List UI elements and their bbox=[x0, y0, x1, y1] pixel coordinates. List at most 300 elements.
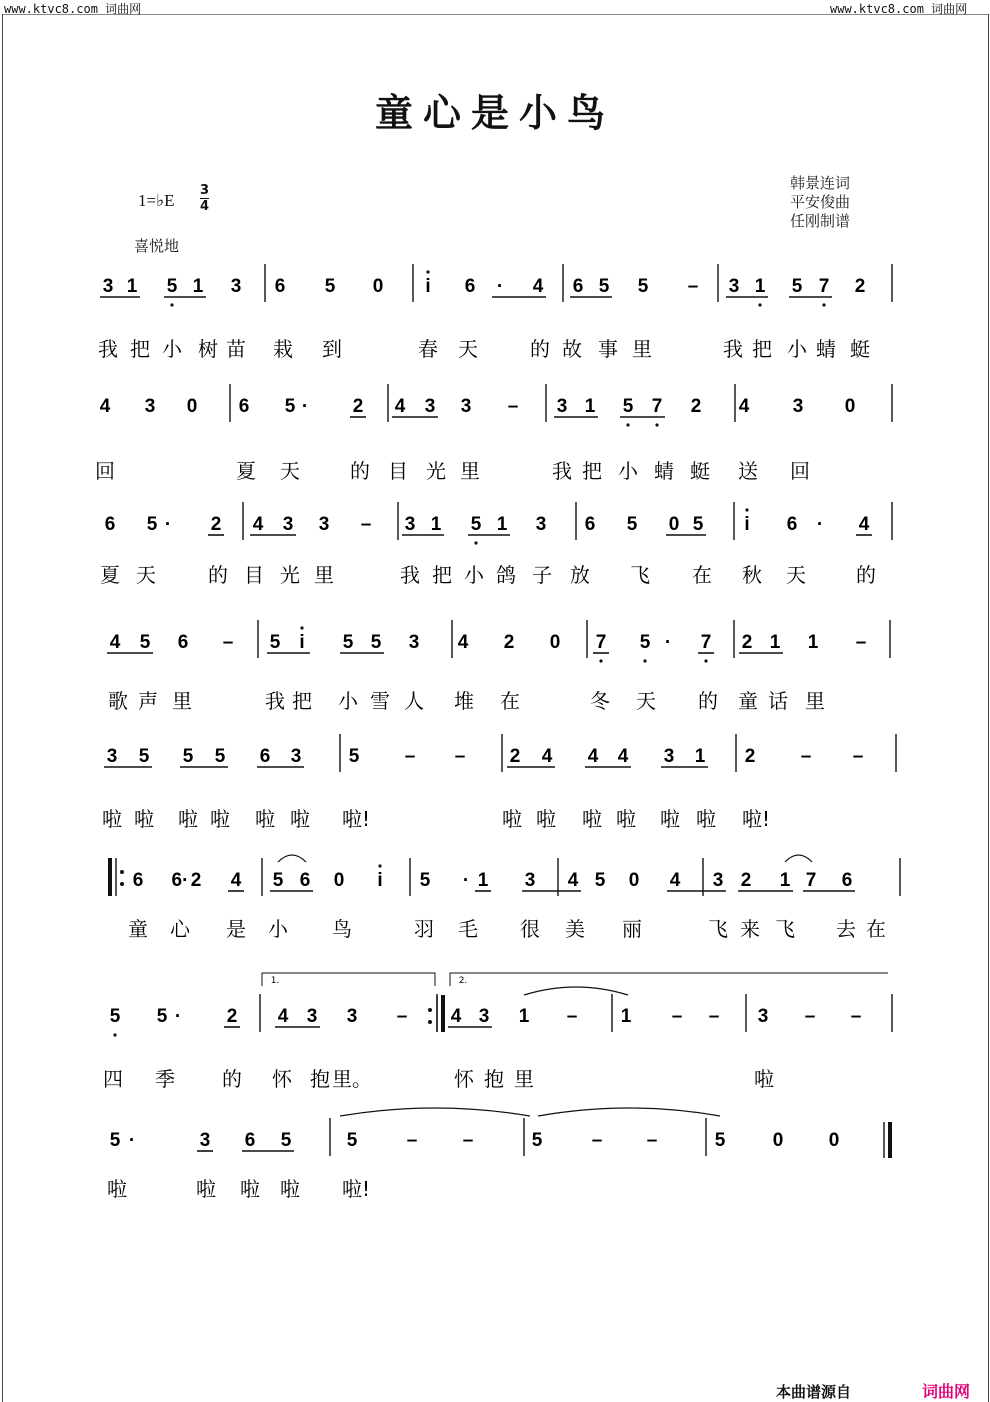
lyric-char: 小 bbox=[464, 563, 484, 587]
note: 4 bbox=[738, 396, 750, 417]
note: – bbox=[855, 632, 867, 653]
note: 7 bbox=[595, 632, 607, 653]
note: 3 bbox=[556, 396, 568, 417]
lyric-char: 啦! bbox=[341, 1177, 371, 1201]
note: 3 bbox=[404, 514, 416, 535]
lyric-char: 回 bbox=[95, 459, 115, 483]
lyric-char: 很 bbox=[520, 917, 540, 941]
note: 2 bbox=[226, 1006, 238, 1027]
note: 3 bbox=[199, 1130, 211, 1151]
note: 0 bbox=[372, 276, 384, 297]
tempo-marking: 喜悦地 bbox=[134, 237, 180, 255]
note: 1 bbox=[769, 632, 781, 653]
lyric-char: 啦 bbox=[290, 807, 310, 831]
note: 0 bbox=[844, 396, 856, 417]
note: 5 bbox=[146, 514, 158, 535]
lyric-char: 夏 bbox=[236, 459, 256, 483]
lyric-char: 目 bbox=[388, 459, 408, 483]
note: 3 bbox=[290, 746, 302, 767]
lyric-char: 啦 bbox=[196, 1177, 216, 1201]
note: 5 bbox=[284, 396, 296, 417]
note: 5 bbox=[626, 514, 638, 535]
lyric-char: 我 bbox=[723, 337, 743, 361]
note: 2 bbox=[503, 632, 515, 653]
lyric-char: 歌 bbox=[108, 689, 128, 713]
note: 5 bbox=[138, 746, 150, 767]
lyric-char: 天 bbox=[636, 689, 656, 713]
note: 1 bbox=[807, 632, 819, 653]
lyric-char: 把 bbox=[292, 689, 312, 713]
note: 7 bbox=[805, 870, 817, 891]
lyric-char: 蜓 bbox=[690, 459, 710, 483]
note: · bbox=[301, 396, 309, 417]
lyric-char: 鸽 bbox=[496, 563, 516, 587]
repeat-dot bbox=[428, 1020, 432, 1024]
note: 6 bbox=[572, 276, 584, 297]
lyric-char: 到 bbox=[322, 337, 342, 361]
note: · bbox=[816, 514, 824, 535]
song-title: 童心是小鸟 bbox=[374, 90, 615, 135]
note: 3 bbox=[524, 870, 536, 891]
note: 5 bbox=[622, 396, 634, 417]
lyric-char: 蜓 bbox=[850, 337, 870, 361]
note: 3 bbox=[460, 396, 472, 417]
slur bbox=[785, 855, 812, 862]
note: 2 bbox=[210, 514, 222, 535]
note: 5 bbox=[598, 276, 610, 297]
lyric-char: 把 bbox=[752, 337, 772, 361]
lyric-char: 啦 bbox=[754, 1067, 774, 1091]
note: – bbox=[454, 746, 466, 767]
lyric-char: 啦 bbox=[582, 807, 602, 831]
octave-dot-above bbox=[426, 270, 429, 273]
lyric-char: 我 bbox=[552, 459, 572, 483]
note: 1 bbox=[779, 870, 791, 891]
lyric-char: 把 bbox=[582, 459, 602, 483]
note: 2 bbox=[509, 746, 521, 767]
note: 5 bbox=[692, 514, 704, 535]
note: 2 bbox=[690, 396, 702, 417]
slur bbox=[278, 855, 306, 862]
lyric-char: 啦 bbox=[502, 807, 522, 831]
note: – bbox=[396, 1006, 408, 1027]
lyric-char: 把 bbox=[130, 337, 150, 361]
note: 1 bbox=[754, 276, 766, 297]
lyric-char: 小 bbox=[787, 337, 807, 361]
note: 3 bbox=[663, 746, 675, 767]
note: 6 bbox=[786, 514, 798, 535]
note: – bbox=[462, 1130, 474, 1151]
footer-source: 本曲谱源自 bbox=[776, 1383, 852, 1401]
note: 6 bbox=[299, 870, 311, 891]
note: – bbox=[591, 1130, 603, 1151]
note: 4 bbox=[450, 1006, 462, 1027]
lyric-char: 天 bbox=[458, 337, 478, 361]
lyric-char: 毛 bbox=[458, 917, 478, 941]
note: – bbox=[708, 1006, 720, 1027]
note: 0 bbox=[668, 514, 680, 535]
note: 4 bbox=[858, 514, 870, 535]
note: 1 bbox=[584, 396, 596, 417]
note: 4 bbox=[109, 632, 121, 653]
lyric-char: 里 bbox=[514, 1067, 534, 1091]
note: 5 bbox=[714, 1130, 726, 1151]
volta-label-1: 1. bbox=[270, 976, 280, 986]
note: 3 bbox=[424, 396, 436, 417]
note: – bbox=[687, 276, 699, 297]
note: 1 bbox=[518, 1006, 530, 1027]
lyric-char: 啦 bbox=[178, 807, 198, 831]
note: 2 bbox=[190, 870, 202, 891]
lyric-char: 来 bbox=[740, 917, 760, 941]
note: 5 bbox=[370, 632, 382, 653]
note: 5 bbox=[269, 632, 281, 653]
lyric-char: 童 bbox=[738, 689, 758, 713]
note: 1 bbox=[620, 1006, 632, 1027]
lyric-char: 小 bbox=[618, 459, 638, 483]
repeat-dot bbox=[120, 870, 124, 874]
lyric-char: 小 bbox=[268, 917, 288, 941]
note: – bbox=[222, 632, 234, 653]
lyric-char: 啦 bbox=[536, 807, 556, 831]
lyric-char: 送 bbox=[738, 459, 758, 483]
note: · bbox=[496, 276, 504, 297]
lyric-char: 的 bbox=[530, 337, 550, 361]
note: 4 bbox=[541, 746, 553, 767]
lyric-char: 的 bbox=[350, 459, 370, 483]
tie bbox=[524, 987, 628, 995]
lyric-char: 里。 bbox=[332, 1067, 372, 1091]
lyric-char: 目 bbox=[244, 563, 264, 587]
lyric-char: 的 bbox=[698, 689, 718, 713]
lyric-char: 鸟 bbox=[332, 917, 352, 941]
note: 4 bbox=[457, 632, 469, 653]
note: 5 bbox=[470, 514, 482, 535]
octave-dot-above bbox=[378, 864, 381, 867]
note: 3 bbox=[408, 632, 420, 653]
lyric-char: 飞 bbox=[775, 917, 795, 941]
lyric-char: 飞 bbox=[630, 563, 650, 587]
lyric-char: 啦 bbox=[240, 1177, 260, 1201]
lyric-char: 回 bbox=[790, 459, 810, 483]
lyric-char: 抱 bbox=[484, 1067, 504, 1091]
lyric-char: 蜻 bbox=[654, 459, 674, 483]
note: 4 bbox=[669, 870, 681, 891]
note: 5 bbox=[531, 1130, 543, 1151]
lyric-char: 啦 bbox=[255, 807, 275, 831]
header-left: www.ktvc8.com 词曲网 bbox=[4, 2, 142, 16]
lyric-char: 堆 bbox=[454, 689, 474, 713]
key-signature: 1=♭E bbox=[138, 191, 175, 210]
note: 6 bbox=[274, 276, 286, 297]
transcriber: 任刚制谱 bbox=[790, 212, 851, 230]
octave-dot-below bbox=[758, 303, 761, 306]
lyricist: 韩景连词 bbox=[790, 174, 851, 192]
note: 0 bbox=[549, 632, 561, 653]
lyric-char: 天 bbox=[786, 563, 806, 587]
note: – bbox=[804, 1006, 816, 1027]
note: 6 bbox=[259, 746, 271, 767]
note: 5 bbox=[419, 870, 431, 891]
note: 1 bbox=[496, 514, 508, 535]
lyric-char: 啦 bbox=[210, 807, 230, 831]
note: – bbox=[800, 746, 812, 767]
lyric-char: 小 bbox=[162, 337, 182, 361]
footer-logo: 词曲网 bbox=[922, 1382, 971, 1401]
lyric-char: 小 bbox=[338, 689, 358, 713]
note: 5 bbox=[348, 746, 360, 767]
note: 3 bbox=[478, 1006, 490, 1027]
lyric-char: 心 bbox=[170, 917, 190, 941]
note: 5 bbox=[791, 276, 803, 297]
lyric-char: 去 bbox=[836, 917, 856, 941]
note: · bbox=[462, 870, 470, 891]
volta-label-2: 2. bbox=[458, 976, 468, 986]
lyric-char: 的 bbox=[208, 563, 228, 587]
note: 3 bbox=[712, 870, 724, 891]
note: 1 bbox=[430, 514, 442, 535]
lyric-char: 啦! bbox=[341, 807, 371, 831]
note: 6 bbox=[584, 514, 596, 535]
note: 6· bbox=[171, 870, 189, 891]
octave-dot-below bbox=[626, 423, 629, 426]
lyric-char: 啦 bbox=[616, 807, 636, 831]
note: 1 bbox=[192, 276, 204, 297]
note: 3 bbox=[318, 514, 330, 535]
note: 0 bbox=[333, 870, 345, 891]
lyric-char: 啦 bbox=[134, 807, 154, 831]
note: 6 bbox=[244, 1130, 256, 1151]
lyric-char: 天 bbox=[280, 459, 300, 483]
octave-dot-below bbox=[474, 541, 477, 544]
note: 5 bbox=[109, 1006, 121, 1027]
lyric-char: 把 bbox=[432, 563, 452, 587]
lyric-char: 春 bbox=[418, 337, 438, 361]
composer: 平安俊曲 bbox=[790, 193, 851, 211]
lyric-char: 雪 bbox=[370, 689, 390, 713]
note: 5 bbox=[342, 632, 354, 653]
note: 6 bbox=[238, 396, 250, 417]
note: i bbox=[744, 514, 750, 535]
lyric-char: 天 bbox=[136, 563, 156, 587]
note: · bbox=[664, 632, 672, 653]
meter-top: 3 bbox=[200, 183, 210, 198]
note: – bbox=[671, 1006, 683, 1027]
note: 7 bbox=[700, 632, 712, 653]
note: 1 bbox=[477, 870, 489, 891]
note: 4 bbox=[230, 870, 242, 891]
note: 6 bbox=[841, 870, 853, 891]
lyric-char: 我 bbox=[98, 337, 118, 361]
lyric-char: 冬 bbox=[590, 689, 610, 713]
lyric-char: 在 bbox=[500, 689, 520, 713]
header-right: www.ktvc8.com 词曲网 bbox=[830, 2, 968, 16]
lyric-char: 丽 bbox=[622, 917, 642, 941]
lyric-char: 怀 bbox=[454, 1067, 474, 1091]
note: – bbox=[852, 746, 864, 767]
repeat-dot bbox=[428, 1008, 432, 1012]
note: 5 bbox=[639, 632, 651, 653]
note: 2 bbox=[741, 632, 753, 653]
lyric-char: 在 bbox=[866, 917, 886, 941]
note: 7 bbox=[651, 396, 663, 417]
meter-bottom: 4 bbox=[200, 199, 210, 214]
lyric-char: 话 bbox=[768, 689, 788, 713]
octave-dot-below bbox=[113, 1033, 116, 1036]
note: 4 bbox=[567, 870, 579, 891]
lyric-char: 夏 bbox=[100, 563, 120, 587]
note: 6 bbox=[177, 632, 189, 653]
lyric-char: 放 bbox=[570, 563, 590, 587]
note: 4 bbox=[277, 1006, 289, 1027]
lyric-char: 子 bbox=[532, 563, 552, 587]
lyric-char: 蜻 bbox=[816, 337, 836, 361]
note: – bbox=[646, 1130, 658, 1151]
octave-dot-below bbox=[655, 423, 658, 426]
note: 3 bbox=[535, 514, 547, 535]
note: 1 bbox=[694, 746, 706, 767]
lyric-char: 啦 bbox=[696, 807, 716, 831]
lyric-char: 季 bbox=[155, 1067, 175, 1091]
octave-dot-below bbox=[704, 659, 707, 662]
lyric-char: 抱 bbox=[310, 1067, 330, 1091]
note: 5 bbox=[156, 1006, 168, 1027]
note: · bbox=[174, 1006, 182, 1027]
note: 3 bbox=[106, 746, 118, 767]
note: 4 bbox=[617, 746, 629, 767]
note: – bbox=[404, 746, 416, 767]
note: 3 bbox=[306, 1006, 318, 1027]
note: 2 bbox=[740, 870, 752, 891]
note: – bbox=[850, 1006, 862, 1027]
lyric-char: 苗 bbox=[226, 337, 246, 361]
note: 3 bbox=[728, 276, 740, 297]
note: 5 bbox=[637, 276, 649, 297]
lyric-char: 里 bbox=[632, 337, 652, 361]
lyric-char: 光 bbox=[426, 459, 446, 483]
note: 5 bbox=[166, 276, 178, 297]
note: 3 bbox=[230, 276, 242, 297]
lyric-char: 人 bbox=[404, 689, 424, 713]
note: 7 bbox=[818, 276, 830, 297]
lyric-char: 事 bbox=[598, 337, 618, 361]
note: 1 bbox=[126, 276, 138, 297]
tie bbox=[340, 1108, 530, 1116]
note: 3 bbox=[346, 1006, 358, 1027]
note: · bbox=[128, 1130, 136, 1151]
lyric-char: 光 bbox=[280, 563, 300, 587]
note: 2 bbox=[744, 746, 756, 767]
lyric-char: 啦 bbox=[280, 1177, 300, 1201]
note: – bbox=[507, 396, 519, 417]
octave-dot-below bbox=[822, 303, 825, 306]
lyric-char: 的 bbox=[856, 563, 876, 587]
note: 5 bbox=[324, 276, 336, 297]
lyric-char: 啦 bbox=[107, 1177, 127, 1201]
lyric-char: 里 bbox=[460, 459, 480, 483]
lyric-char: 栽 bbox=[273, 337, 293, 361]
note: 4 bbox=[394, 396, 406, 417]
repeat-dot bbox=[120, 882, 124, 886]
lyric-char: 是 bbox=[226, 917, 246, 941]
lyric-char: 树 bbox=[198, 337, 218, 361]
lyric-char: 秋 bbox=[742, 563, 762, 587]
note: 3 bbox=[282, 514, 294, 535]
octave-dot-below bbox=[643, 659, 646, 662]
note: 5 bbox=[594, 870, 606, 891]
lyric-char: 美 bbox=[565, 917, 585, 941]
lyric-char: 啦! bbox=[741, 807, 771, 831]
lyric-char: 在 bbox=[692, 563, 712, 587]
note: 5 bbox=[139, 632, 151, 653]
lyric-char: 里 bbox=[805, 689, 825, 713]
note: 5 bbox=[346, 1130, 358, 1151]
lyric-char: 四 bbox=[103, 1067, 123, 1091]
octave-dot-below bbox=[599, 659, 602, 662]
lyric-char: 飞 bbox=[708, 917, 728, 941]
lyric-char: 童 bbox=[128, 917, 148, 941]
lyric-char: 我 bbox=[265, 689, 285, 713]
note: 6 bbox=[464, 276, 476, 297]
note: i bbox=[377, 870, 383, 891]
note: 2 bbox=[352, 396, 364, 417]
note: 3 bbox=[144, 396, 156, 417]
note: – bbox=[566, 1006, 578, 1027]
octave-dot-above bbox=[300, 626, 303, 629]
note: 3 bbox=[102, 276, 114, 297]
tie bbox=[538, 1108, 720, 1116]
volta-bracket-2 bbox=[450, 973, 888, 986]
volta-bracket-1 bbox=[262, 973, 435, 986]
note: 5 bbox=[280, 1130, 292, 1151]
note: · bbox=[164, 514, 172, 535]
lyric-char: 啦 bbox=[660, 807, 680, 831]
note: 3 bbox=[792, 396, 804, 417]
note: 4 bbox=[532, 276, 544, 297]
lyric-char: 我 bbox=[400, 563, 420, 587]
note: – bbox=[360, 514, 372, 535]
note: 4 bbox=[587, 746, 599, 767]
octave-dot-above bbox=[745, 508, 748, 511]
lyric-char: 羽 bbox=[414, 917, 434, 941]
note: 6 bbox=[132, 870, 144, 891]
note: 3 bbox=[757, 1006, 769, 1027]
note: 5 bbox=[109, 1130, 121, 1151]
note: 0 bbox=[828, 1130, 840, 1151]
note: 5 bbox=[272, 870, 284, 891]
note: 5 bbox=[182, 746, 194, 767]
note: 6 bbox=[104, 514, 116, 535]
note: – bbox=[406, 1130, 418, 1151]
note: 4 bbox=[99, 396, 111, 417]
note: 5 bbox=[214, 746, 226, 767]
lyric-char: 里 bbox=[172, 689, 192, 713]
note: 0 bbox=[772, 1130, 784, 1151]
lyric-char: 声 bbox=[138, 689, 158, 713]
lyric-char: 故 bbox=[562, 337, 582, 361]
note: i bbox=[299, 632, 305, 653]
lyric-char: 的 bbox=[222, 1067, 242, 1091]
note: 0 bbox=[186, 396, 198, 417]
note: 2 bbox=[854, 276, 866, 297]
octave-dot-below bbox=[170, 303, 173, 306]
lyric-char: 里 bbox=[314, 563, 334, 587]
note: i bbox=[425, 276, 431, 297]
note: 0 bbox=[628, 870, 640, 891]
note: 4 bbox=[252, 514, 264, 535]
lyric-char: 怀 bbox=[272, 1067, 292, 1091]
lyric-char: 啦 bbox=[102, 807, 122, 831]
